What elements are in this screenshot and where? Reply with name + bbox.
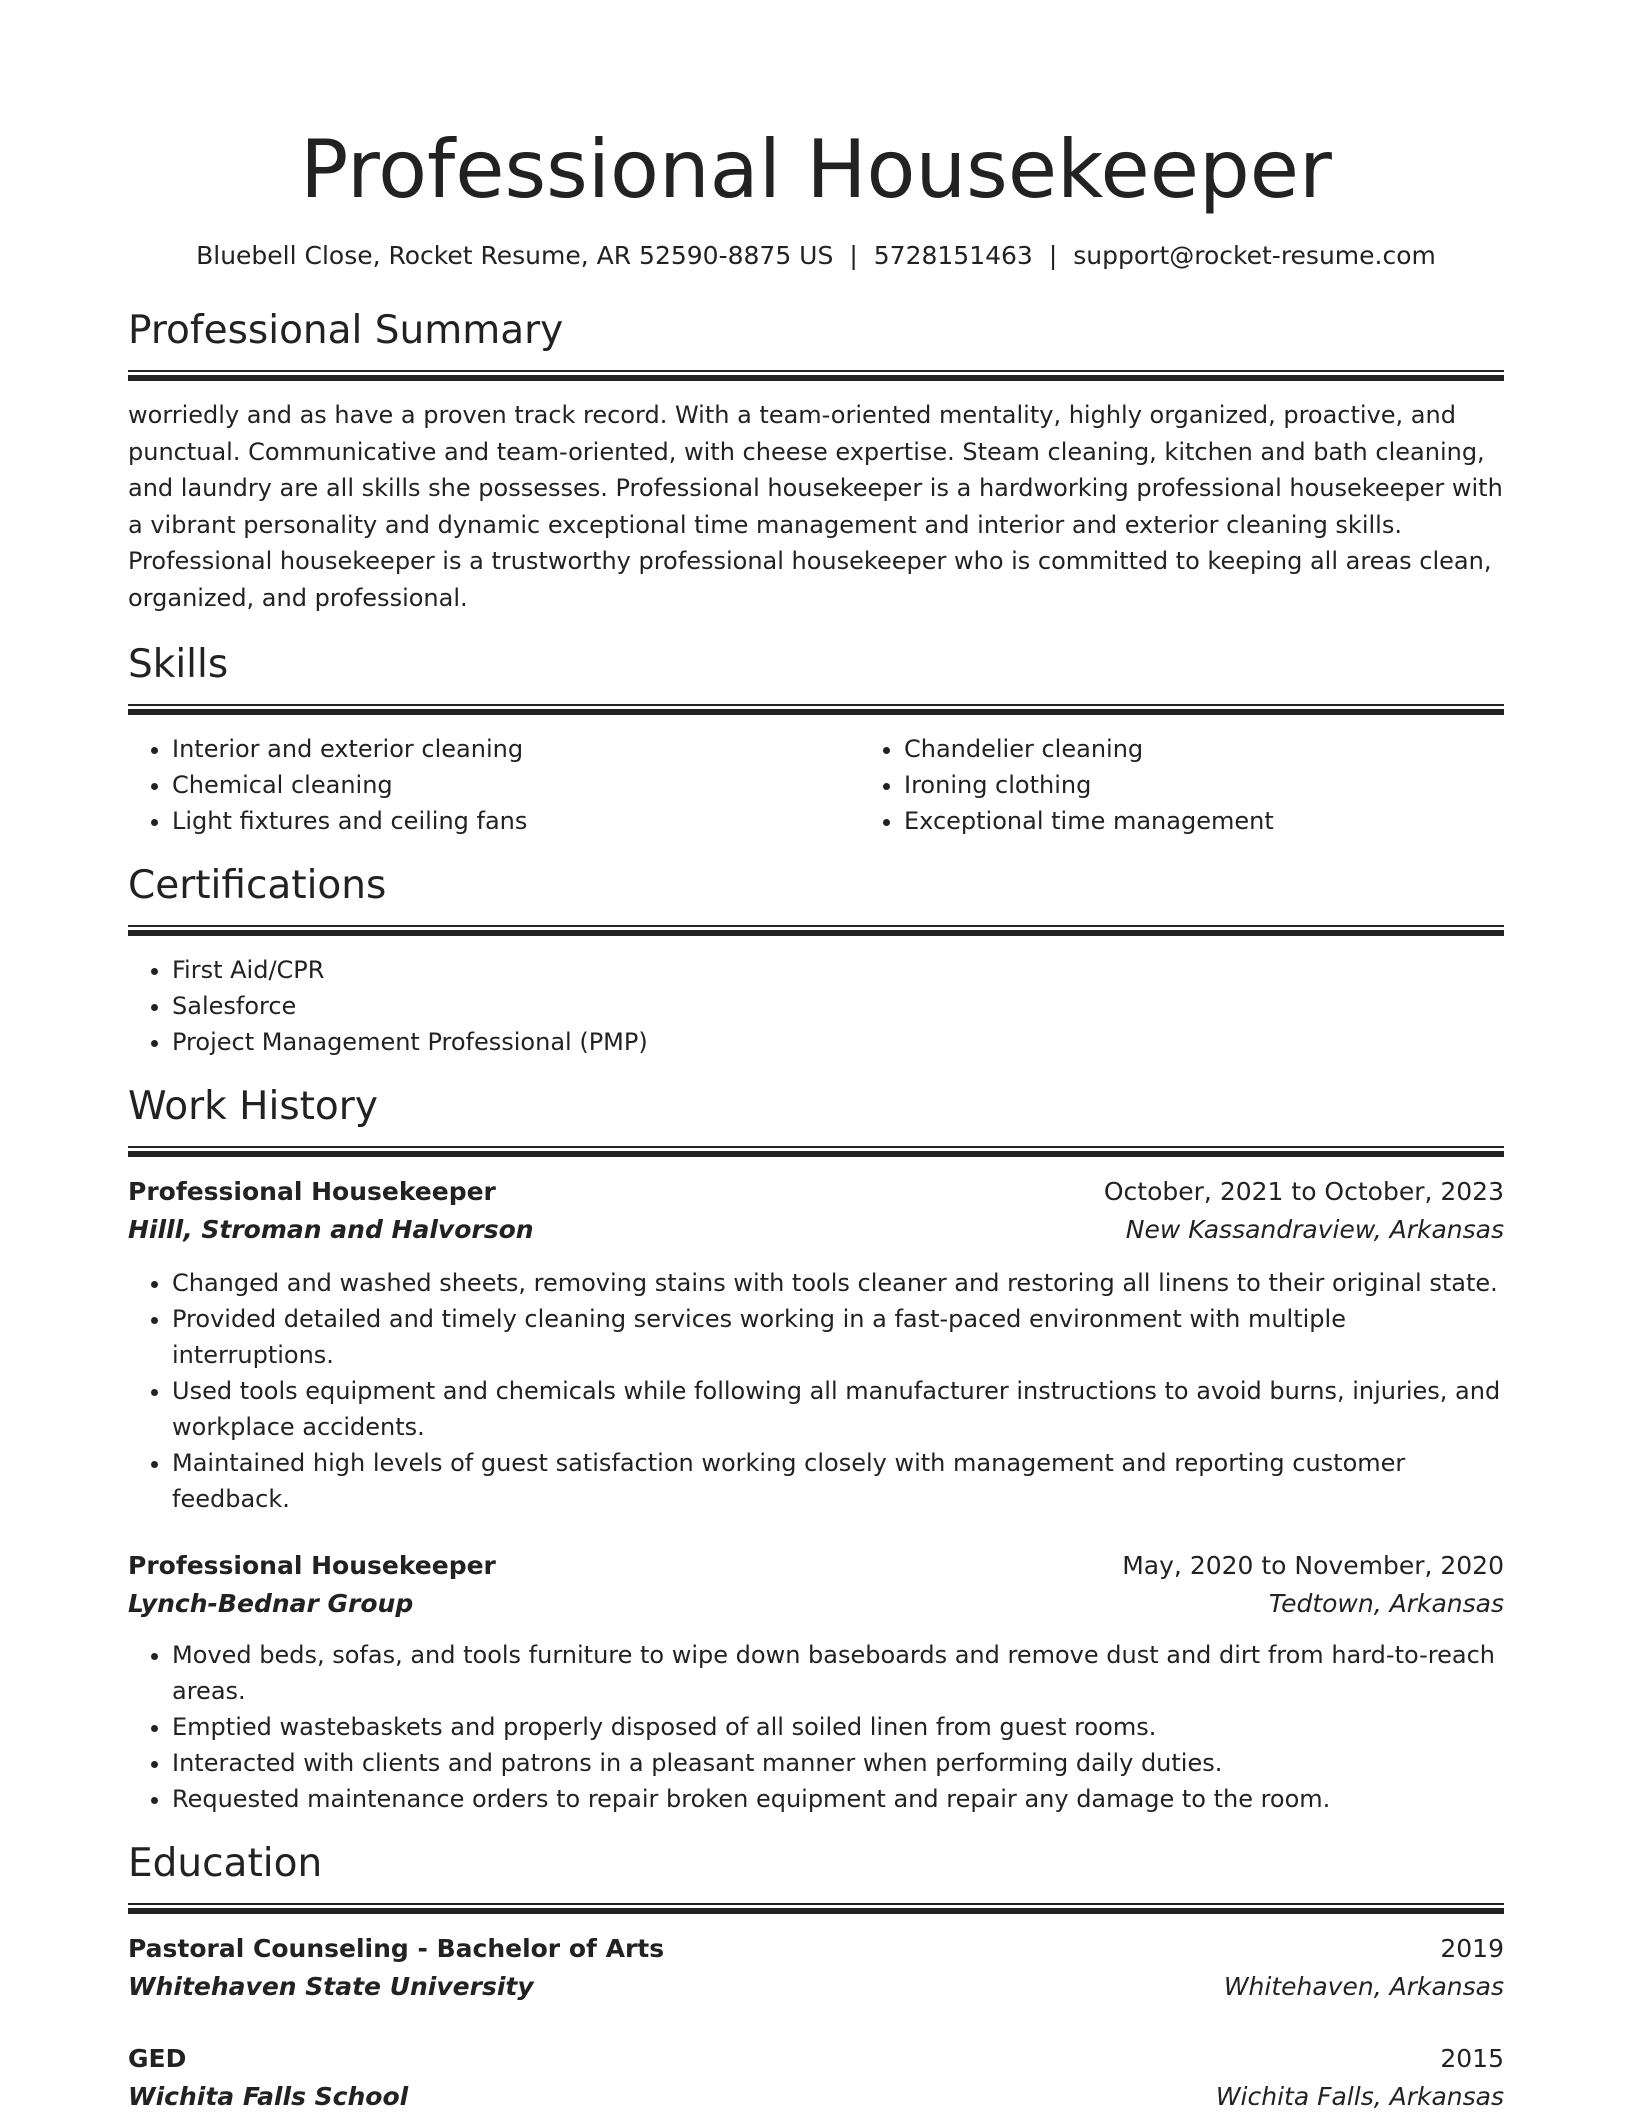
- list-item: • Used tools equipment and chemicals while following all manufacturer instructions to avoid burns, injuries, and workplace accidents.: [172, 1373, 1504, 1445]
- education-year: 2015: [1440, 2044, 1504, 2073]
- job-location: Tedtown, Arkansas: [1268, 1589, 1504, 1618]
- education-subheader: [128, 2078, 1504, 2116]
- contact-separator: |: [849, 241, 858, 270]
- section-divider: [128, 704, 1504, 715]
- section-title-certifications: Certifications: [128, 863, 387, 908]
- job-entry: [128, 1173, 1504, 1517]
- list-item: • Changed and washed sheets, removing stains with tools cleaner and restoring all linens to their original state.: [172, 1265, 1504, 1301]
- certifications-section: [128, 861, 1504, 1060]
- education-location: Wichita Falls, Arkansas: [1215, 2082, 1504, 2111]
- skills-section: [128, 640, 1504, 839]
- education-school: Whitehaven State University: [128, 1972, 534, 2001]
- education-header: [128, 2040, 1504, 2078]
- job-dates: October, 2021 to October, 2023: [1103, 1177, 1504, 1206]
- work-history-section: [128, 1082, 1504, 1817]
- education-degree: GED: [128, 2044, 187, 2073]
- list-item: • Exceptional time management: [904, 803, 1592, 839]
- job-header: [128, 1547, 1504, 1585]
- contact-address: Bluebell Close, Rocket Resume, AR 52590-8875 US: [196, 241, 834, 270]
- skills-left-list: [128, 731, 860, 839]
- education-location: Whitehaven, Arkansas: [1223, 1972, 1504, 2001]
- list-item: • Light fixtures and ceiling fans: [172, 803, 860, 839]
- education-entry: [128, 2040, 1504, 2116]
- section-divider: [128, 370, 1504, 381]
- education-degree: Pastoral Counseling - Bachelor of Arts: [128, 1934, 665, 1963]
- education-header: [128, 1930, 1504, 1968]
- section-divider: [128, 925, 1504, 936]
- section-title-work-history: Work History: [128, 1084, 378, 1129]
- job-header: [128, 1173, 1504, 1211]
- job-dates: May, 2020 to November, 2020: [1122, 1551, 1504, 1580]
- job-subheader: [128, 1585, 1504, 1623]
- list-item: • Project Management Professional (PMP): [172, 1024, 1504, 1060]
- job-title: Professional Housekeeper: [128, 1551, 496, 1580]
- job-title: Professional Housekeeper: [128, 1177, 496, 1206]
- contact-phone: 5728151463: [873, 241, 1033, 270]
- list-item: • Chemical cleaning: [172, 767, 860, 803]
- list-item: • Provided detailed and timely cleaning services working in a fast-paced environment with multiple interruptions.: [172, 1301, 1504, 1373]
- section-title-education: Education: [128, 1841, 323, 1886]
- list-item: • Salesforce: [172, 988, 1504, 1024]
- list-item: • Interacted with clients and patrons in a pleasant manner when performing daily duties.: [172, 1745, 1504, 1781]
- section-title-skills: Skills: [128, 642, 229, 687]
- summary-section: [128, 306, 1504, 616]
- job-duties-list: [128, 1637, 1504, 1817]
- job-location: New Kassandraview, Arkansas: [1125, 1215, 1504, 1244]
- education-section: [128, 1839, 1504, 2116]
- contact-line: [128, 238, 1504, 274]
- section-title-summary: Professional Summary: [128, 308, 564, 353]
- list-item: • Maintained high levels of guest satisfaction working closely with management and reporting customer feedback.: [172, 1445, 1504, 1517]
- section-divider: [128, 1146, 1504, 1157]
- job-duties-list: [128, 1265, 1504, 1517]
- skills-columns: [128, 731, 1504, 839]
- certifications-list: [128, 952, 1504, 1060]
- job-company: Hilll, Stroman and Halvorson: [128, 1215, 534, 1244]
- list-item: • Requested maintenance orders to repair broken equipment and repair any damage to the room.: [172, 1781, 1504, 1817]
- list-item: • Emptied wastebaskets and properly disposed of all soiled linen from guest rooms.: [172, 1709, 1504, 1745]
- skills-right-list: [860, 731, 1592, 839]
- education-entry: [128, 1930, 1504, 2006]
- list-item: • Chandelier cleaning: [904, 731, 1592, 767]
- list-item: • First Aid/CPR: [172, 952, 1504, 988]
- section-divider: [128, 1903, 1504, 1914]
- job-entry: [128, 1547, 1504, 1817]
- resume-name: Professional Housekeeper: [300, 123, 1332, 216]
- job-company: Lynch-Bednar Group: [128, 1589, 414, 1618]
- education-year: 2019: [1440, 1934, 1504, 1963]
- list-item: • Ironing clothing: [904, 767, 1592, 803]
- contact-separator: |: [1048, 241, 1058, 270]
- list-item: • Moved beds, sofas, and tools furniture to wipe down baseboards and remove dust and dirt from hard-to-reach areas.: [172, 1637, 1504, 1709]
- education-school: Wichita Falls School: [128, 2082, 409, 2111]
- education-subheader: [128, 1968, 1504, 2006]
- contact-email[interactable]: support@rocket-resume.com: [1073, 241, 1436, 270]
- job-subheader: [128, 1211, 1504, 1249]
- summary-text: worriedly and as have a proven track record. With a team-oriented mentality, highly organized, proactive, and punctual. Communicative and team-oriented, with cheese expertise. Steam cleaning, kitchen and bath cleaning, and laundry are all skills she possesses. Professional housekeeper is a hardworking professional housekeeper with a vibrant personality and dynamic exceptional time management and interior and exterior cleaning skills. Professional housekeeper is a trustworthy professional housekeeper who is committed to keeping all areas clean, organized, and professional.: [128, 401, 1503, 612]
- list-item: • Interior and exterior cleaning: [172, 731, 860, 767]
